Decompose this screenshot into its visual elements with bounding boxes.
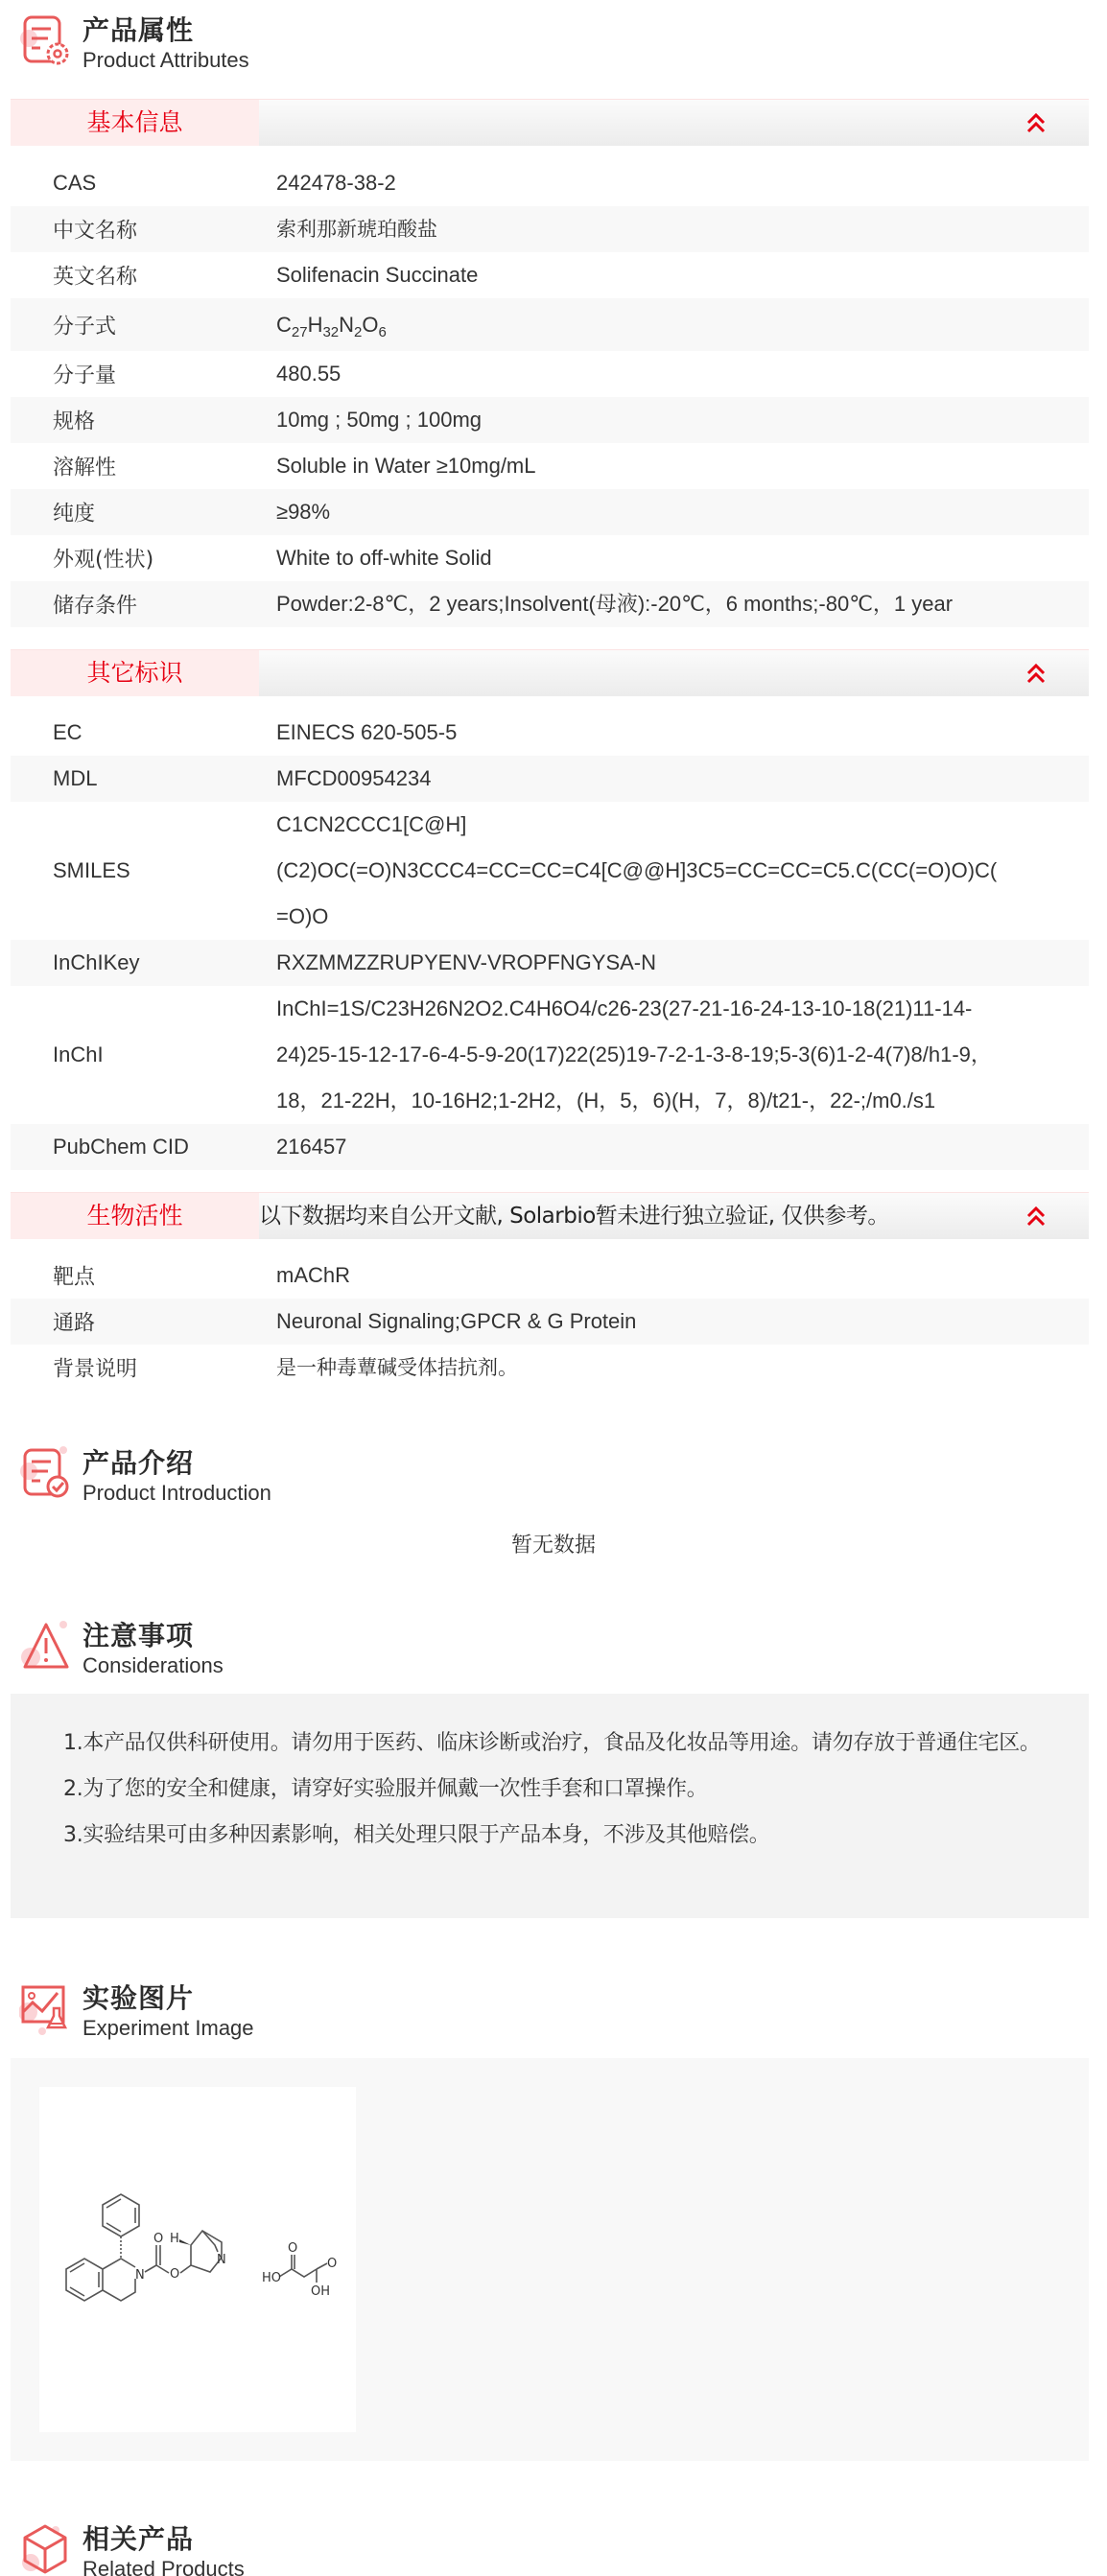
section-title-considerations [0, 1611, 1107, 1678]
row-key: 英文名称 [53, 265, 138, 290]
svg-text:OH: OH [311, 2284, 331, 2299]
molecular-formula: $C_{27}H_{32}N_2O_6$ [276, 312, 387, 340]
section-title-cn: 产品介绍 [82, 1447, 195, 1479]
row-value: Solifenacin Succinate [276, 263, 479, 287]
cube-icon [19, 2520, 73, 2576]
table-row-purity [11, 489, 1089, 535]
table-row-smiles [11, 802, 1089, 940]
table-row-mdl [11, 756, 1089, 802]
row-value: 242478-38-2 [276, 171, 396, 195]
row-key: 分子量 [53, 363, 117, 388]
double-chevron-up-icon[interactable] [1024, 662, 1048, 687]
row-value: Neuronal Signaling;GPCR & G Protein [276, 1309, 637, 1333]
row-value: 是一种毒蕈碱受体拮抗剂。 [276, 1356, 518, 1379]
row-key: 纯度 [53, 502, 96, 527]
table-row-cas [11, 160, 1089, 206]
row-key: MDL [53, 766, 98, 790]
bio-activity-header[interactable] [11, 1192, 1089, 1239]
row-value: White to off-white Solid [276, 546, 492, 570]
table-row-solubility [11, 443, 1089, 489]
consideration-item: 3.实验结果可由多种因素影响，相关处理只限于产品本身，不涉及其他赔偿。 [63, 1823, 770, 1847]
row-key: 储存条件 [53, 594, 138, 619]
document-gear-icon [19, 12, 73, 69]
row-value: RXZMMZZRUPYENV-VROPFNGYSA-N [276, 950, 657, 974]
table-row-target [11, 1253, 1089, 1299]
section-title-en: Product Introduction [82, 1481, 271, 1505]
row-key: 背景说明 [53, 1357, 138, 1382]
other-ids-table [11, 710, 1089, 1170]
row-value: ≥98% [276, 500, 331, 524]
row-key: 溶解性 [53, 456, 117, 480]
row-value: 480.55 [276, 362, 342, 386]
section-title-en: Related Products [82, 2557, 245, 2576]
row-key: 外观(性状) [53, 548, 154, 573]
row-key: SMILES [53, 858, 130, 882]
row-key: PubChem CID [53, 1135, 189, 1159]
table-row-storage [11, 581, 1089, 627]
svg-text:H: H [170, 2232, 179, 2246]
row-value: Soluble in Water ≥10mg/mL [276, 454, 536, 478]
table-row-background [11, 1345, 1089, 1391]
row-value: 10mg ; 50mg ; 100mg [276, 408, 483, 432]
section-title-cn: 实验图片 [82, 1982, 195, 2014]
table-row-pubchem-cid [11, 1124, 1089, 1170]
row-key: 靶点 [53, 1265, 96, 1290]
row-key: 分子式 [53, 315, 117, 339]
section-title-cn: 产品属性 [82, 14, 195, 46]
section-title-experiment-image [0, 1974, 1107, 2041]
row-value: MFCD00954234 [276, 766, 432, 790]
experiment-image-thumbnail[interactable] [39, 2087, 356, 2432]
table-row-formula [11, 298, 1089, 351]
table-row-inchikey [11, 940, 1089, 986]
consideration-item: 1.本产品仅供科研使用。请勿用于医药、临床诊断或治疗，食品及化妆品等用途。请勿存放于普通住宅区。 [63, 1731, 1041, 1755]
table-row-molecular-weight [11, 351, 1089, 397]
section-title-en: Experiment Image [82, 2016, 254, 2040]
warning-triangle-icon [19, 1617, 73, 1674]
svg-text:O: O [153, 2232, 164, 2246]
document-check-icon [19, 1444, 73, 1502]
other-ids-header[interactable] [11, 649, 1089, 696]
row-key: EC [53, 720, 82, 744]
considerations-panel [11, 1694, 1089, 1918]
smiles-value: C1CN2CCC1[C@H] (C2)OC(=O)N3CCC4=CC=CC=C4[C@@H]3C5=CC=CC=C5.C(CC(=O)O)C( =O)O [276, 812, 998, 928]
table-row-chinese-name [11, 206, 1089, 252]
chemical-structure-image [39, 2087, 356, 2432]
table-row-appearance [11, 535, 1089, 581]
double-chevron-up-icon[interactable] [1024, 111, 1048, 136]
svg-text:N: N [217, 2253, 226, 2267]
section-title-cn: 相关产品 [82, 2523, 195, 2555]
row-value: mAChR [276, 1263, 351, 1287]
bio-activity-table [11, 1253, 1089, 1391]
row-key: InChIKey [53, 950, 140, 974]
section-title-product-attributes [0, 6, 1107, 73]
svg-text:HO: HO [262, 2271, 282, 2285]
table-row-inchi [11, 986, 1089, 1124]
svg-text:O: O [288, 2241, 298, 2256]
table-row-specification [11, 397, 1089, 443]
double-chevron-up-icon[interactable] [1024, 1205, 1048, 1229]
section-title-en: Product Attributes [82, 48, 249, 72]
table-row-ec [11, 710, 1089, 756]
svg-text:N: N [135, 2268, 145, 2283]
table-row-english-name [11, 252, 1089, 298]
consideration-item: 2.为了您的安全和健康，请穿好实验服并佩戴一次性手套和口罩操作。 [63, 1777, 708, 1801]
row-key: InChI [53, 1042, 104, 1066]
row-value: EINECS 620-505-5 [276, 720, 458, 744]
bio-activity-disclaimer: 以下数据均来自公开文献, Solarbio暂未进行独立验证, 仅供参考。 [259, 1204, 889, 1229]
row-value: 索利那新琥珀酸盐 [276, 218, 437, 241]
row-key: 通路 [53, 1311, 96, 1336]
basic-info-table [11, 160, 1089, 627]
experiment-image-panel [11, 2058, 1089, 2461]
section-title-product-introduction [0, 1439, 1107, 1506]
table-row-pathway [11, 1299, 1089, 1345]
row-value: 216457 [276, 1135, 347, 1159]
section-title-cn: 注意事项 [82, 1620, 195, 1651]
svg-text:O: O [170, 2267, 180, 2282]
row-key: 规格 [53, 410, 96, 434]
no-data-text: 暂无数据 [510, 1534, 596, 1557]
section-title-related-products [0, 2515, 1107, 2576]
image-flask-icon [19, 1979, 73, 2037]
row-key: CAS [53, 171, 97, 195]
row-value: Powder:2-8℃，2 years;Insolvent(母液):-20℃，6 months;-80℃，1 year [276, 592, 954, 616]
inchi-value: InChI=1S/C23H26N2O2.C4H6O4/c26-23(27-21-16-24-13-10-18(21)11-14- 24)25-15-12-17-6-4-5-9-20(17)22(25)19-7-2-1-3-8-19;5-3(6)1-2-4(7)8/h1-9， 18，21-22H，10-16H2;1-2H2，(H，5，6)(H，7，8)/t21-，22-;/m0./s1 [276, 996, 992, 1112]
bio-activity-tab: 生物活性 [11, 1193, 259, 1239]
basic-info-header[interactable] [11, 99, 1089, 146]
basic-info-tab: 基本信息 [11, 100, 259, 146]
row-key: 中文名称 [53, 219, 138, 244]
other-ids-tab: 其它标识 [11, 650, 259, 696]
section-title-en: Considerations [82, 1653, 224, 1677]
svg-text:O: O [327, 2257, 338, 2271]
